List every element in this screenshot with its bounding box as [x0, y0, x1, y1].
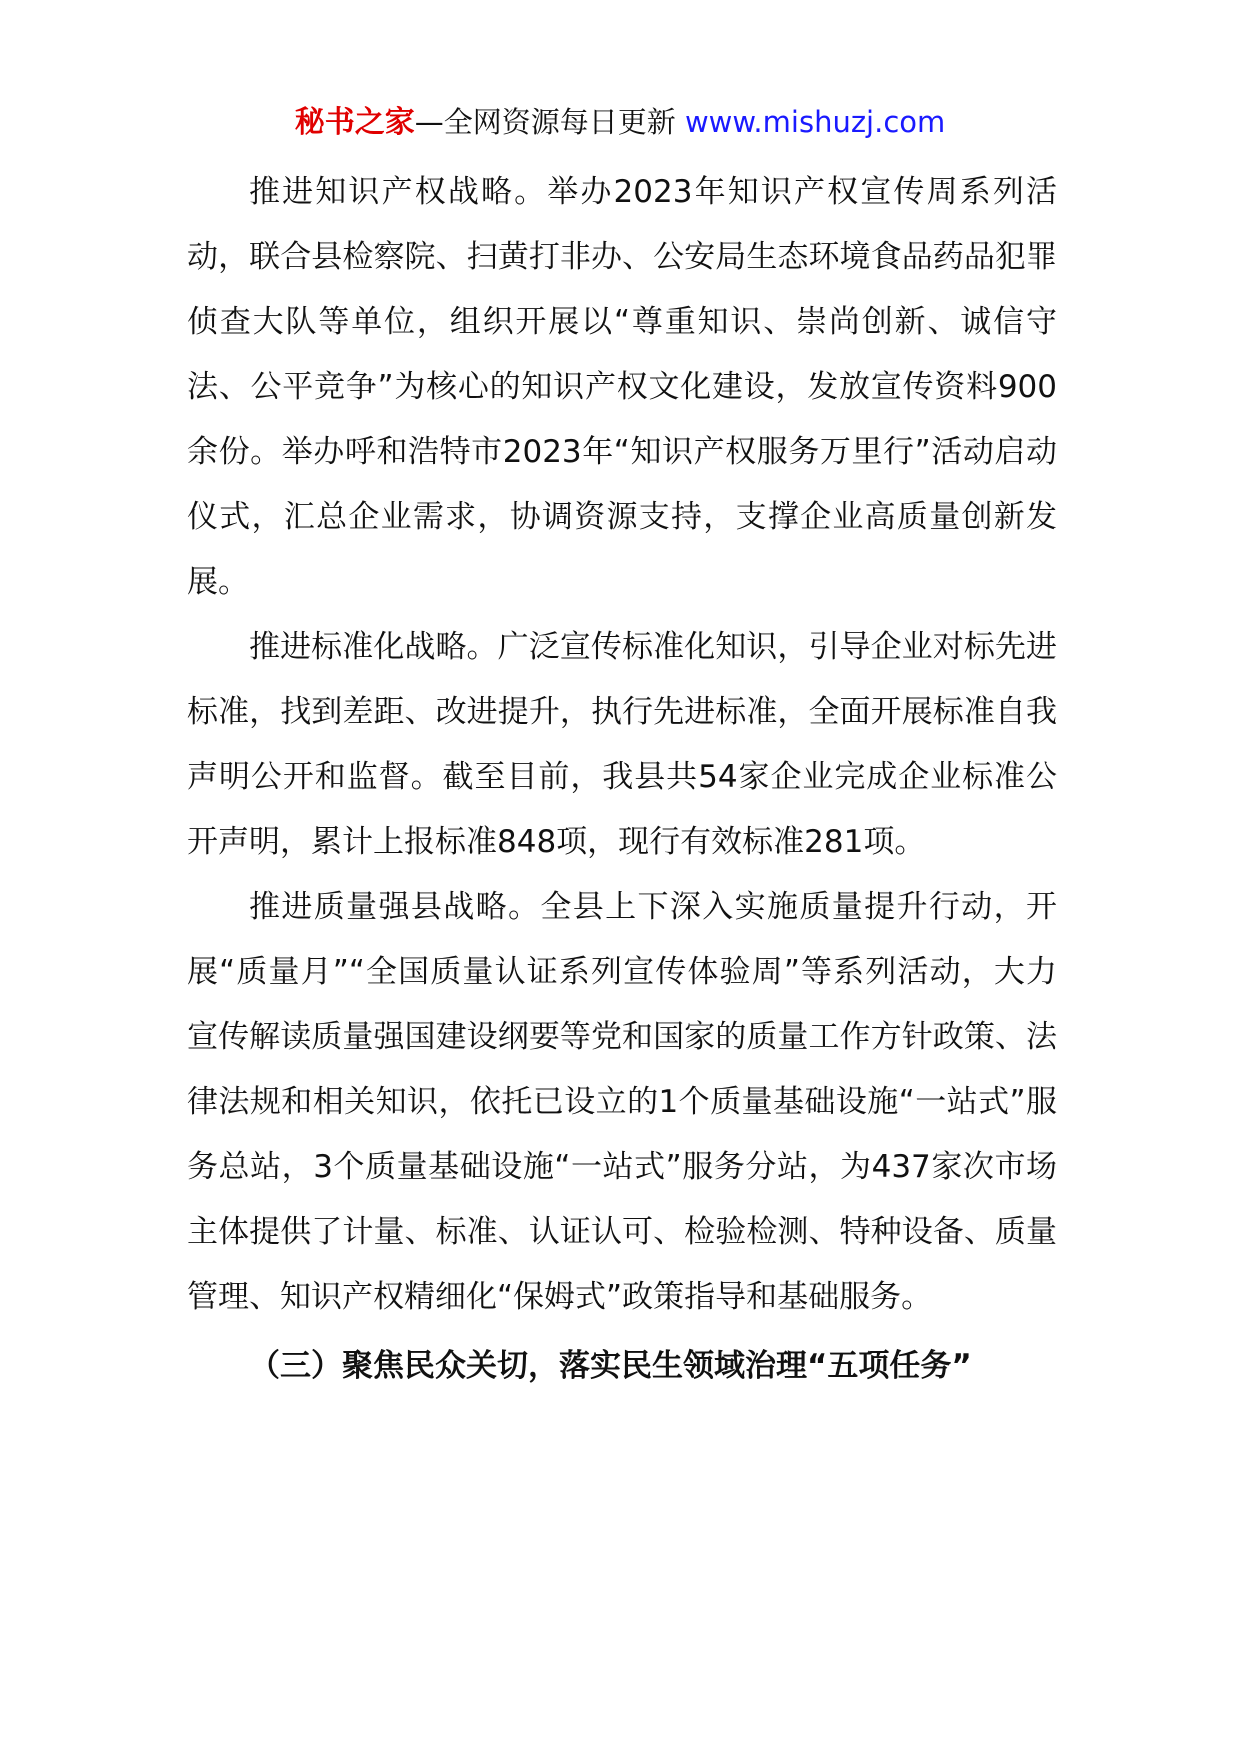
paragraph-standardization-strategy: 推进标准化战略。广泛宣传标准化知识，引导企业对标先进标准，找到差距、改进提升，执行先进标准，全面开展标准自我声明公开和监督。截至目前，我县共54家企业完成企业标准公开声明，累计上报标准848项，现行有效标准281项。 — [187, 629, 1057, 860]
site-header — [0, 102, 1240, 143]
site-url-link[interactable]: www.mishuzj.com — [684, 105, 946, 139]
site-tagline: —全网资源每日更新 — [414, 105, 685, 139]
site-brand: 秘书之家 — [294, 105, 415, 140]
section-heading: （三）聚焦民众关切，落实民生领域治理“五项任务” — [249, 1348, 972, 1384]
paragraph-ip-strategy: 推进知识产权战略。举办2023年知识产权宣传周系列活动，联合县检察院、扫黄打非办、公安局生态环境食品药品犯罪侦查大队等单位，组织开展以“尊重知识、崇尚创新、诚信守法、公平竞争”为核心的知识产权文化建设，发放宣传资料900余份。举办呼和浩特市2023年“知识产权服务万里行”活动启动仪式，汇总企业需求，协调资源支持，支撑企业高质量创新发展。 — [187, 174, 1057, 600]
document-body — [187, 160, 1057, 1400]
paragraph-quality-strategy: 推进质量强县战略。全县上下深入实施质量提升行动，开展“质量月”“全国质量认证系列宣传体验周”等系列活动，大力宣传解读质量强国建设纲要等党和国家的质量工作方针政策、法律法规和相关知识，依托已设立的1个质量基础设施“一站式”服务总站，3个质量基础设施“一站式”服务分站，为437家次市场主体提供了计量、标准、认证认可、检验检测、特种设备、质量管理、知识产权精细化“保姆式”政策指导和基础服务。 — [187, 889, 1057, 1315]
